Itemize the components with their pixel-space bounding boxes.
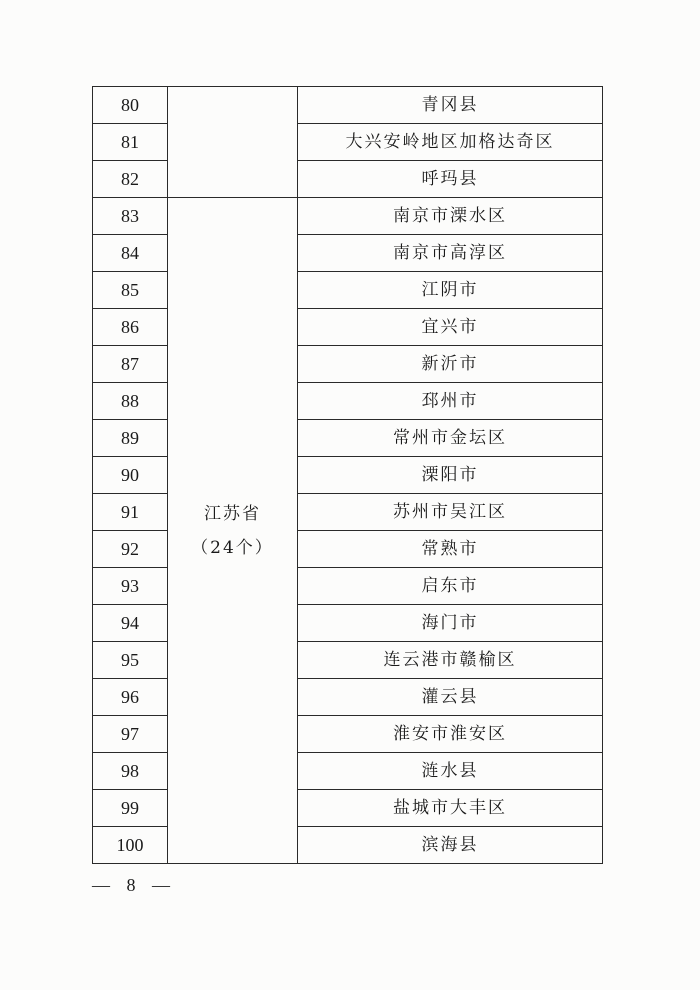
county-name: 南京市高淳区 [298, 235, 603, 272]
row-number: 99 [93, 790, 168, 827]
county-list-table [92, 86, 603, 864]
row-number: 96 [93, 679, 168, 716]
province-cell-empty [168, 87, 298, 198]
county-name: 启东市 [298, 568, 603, 605]
county-name: 盐城市大丰区 [298, 790, 603, 827]
county-name: 新沂市 [298, 346, 603, 383]
county-name: 青冈县 [298, 87, 603, 124]
county-name: 宜兴市 [298, 309, 603, 346]
county-name: 苏州市吴江区 [298, 494, 603, 531]
table-row [93, 198, 603, 235]
table-row [93, 87, 603, 124]
county-name: 大兴安岭地区加格达奇区 [298, 124, 603, 161]
province-name: 江苏省 [204, 503, 261, 524]
county-name: 邳州市 [298, 383, 603, 420]
county-name: 南京市溧水区 [298, 198, 603, 235]
county-name: 常熟市 [298, 531, 603, 568]
row-number: 80 [93, 87, 168, 124]
page-number: — 8 — [92, 875, 176, 895]
county-name: 灌云县 [298, 679, 603, 716]
row-number: 87 [93, 346, 168, 383]
county-name: 淮安市淮安区 [298, 716, 603, 753]
row-number: 93 [93, 568, 168, 605]
county-name: 呼玛县 [298, 161, 603, 198]
county-name: 滨海县 [298, 827, 603, 864]
row-number: 100 [93, 827, 168, 864]
row-number: 82 [93, 161, 168, 198]
county-name: 涟水县 [298, 753, 603, 790]
row-number: 86 [93, 309, 168, 346]
row-number: 94 [93, 605, 168, 642]
county-name: 江阴市 [298, 272, 603, 309]
county-name: 海门市 [298, 605, 603, 642]
row-number: 83 [93, 198, 168, 235]
row-number: 90 [93, 457, 168, 494]
row-number: 97 [93, 716, 168, 753]
province-count: （24个） [191, 537, 274, 558]
county-name: 常州市金坛区 [298, 420, 603, 457]
row-number: 91 [93, 494, 168, 531]
row-number: 81 [93, 124, 168, 161]
row-number: 95 [93, 642, 168, 679]
row-number: 98 [93, 753, 168, 790]
row-number: 85 [93, 272, 168, 309]
county-name: 连云港市赣榆区 [298, 642, 603, 679]
row-number: 88 [93, 383, 168, 420]
province-cell [168, 198, 298, 864]
row-number: 92 [93, 531, 168, 568]
row-number: 84 [93, 235, 168, 272]
county-name: 溧阳市 [298, 457, 603, 494]
row-number: 89 [93, 420, 168, 457]
